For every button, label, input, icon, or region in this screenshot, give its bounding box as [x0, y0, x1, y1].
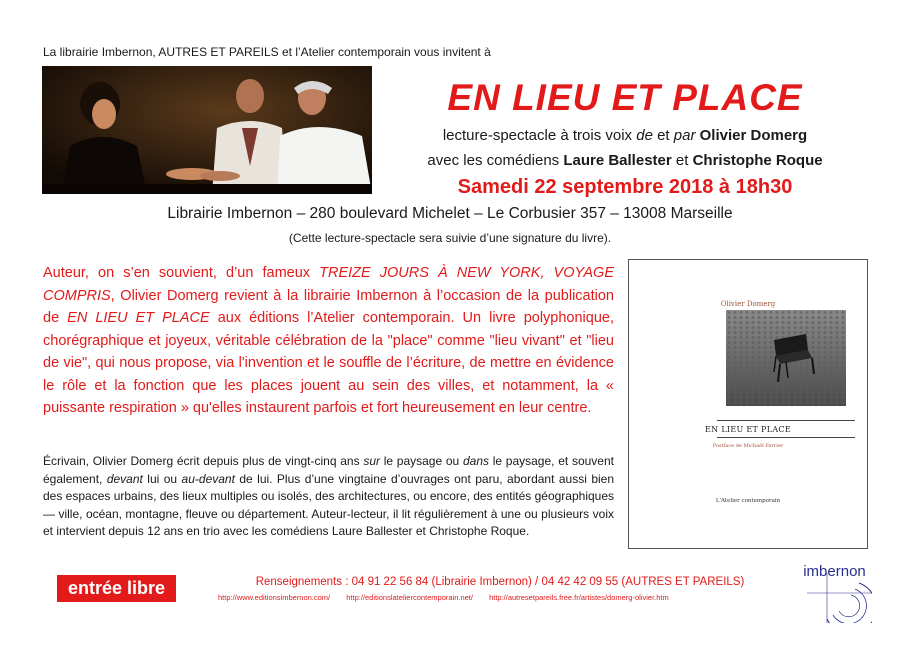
actor-name: Laure Ballester — [563, 152, 672, 169]
subtitle-line-2: avec les comédiens Laure Ballester et Christophe Roque — [427, 152, 823, 169]
book-cover — [628, 259, 868, 549]
contact-info: Renseignements : 04 91 22 56 84 (Librairie Imbernon) / 04 42 42 09 55 (AUTRES ET PAREILS) — [255, 576, 745, 588]
intro-paragraph: Auteur, on s’en souvient, d’un fameux TREIZE JOURS À NEW YORK, VOYAGE COMPRIS, Olivier Domerg revient à la librairie Imbernon à l’occasion de la publication de EN LIEU ET PLACE aux éditions l’Atelier contemporain. Un livre polyphonique, chorégraphique et joyeux, véritable célébration de la "place" comme "lieu vivant" et "lieu de vie", qui nous propose, via l'invention et le souffle de l’écriture, de mettre en évidence le rôle et la fonction que les places jouent au sein des villes, et notamment, la « puissante respiration » qu'elles instaurent parfois et fort heureusement en leur centre. — [43, 265, 614, 416]
book-preface: Postface de Michaël Ferrier — [712, 443, 784, 449]
author-bio-paragraph: Écrivain, Olivier Domerg écrit depuis plus de vingt-cinq ans sur le paysage ou dans le paysage, et souvent également, devant lui ou au-devant de lui. Plus d’une vingtaine d’ouvrages ont paru, abordant aussi bien des espaces urbains, des lieux multiples ou isolés, des architectures, ou encore, des entités géographiques — ville, océan, montagne, fleuve ou département. Auteur-lecteur, il lit régulièrement à une ou plusieurs voix et intervient depuis 12 ans en trio avec les comédiens Laure Ballester et Christophe Roque. — [43, 454, 615, 538]
subtitle-line-1: lecture-spectacle à trois voix de et par Olivier Domerg — [442, 127, 808, 144]
invitation-line: La librairie Imbernon, AUTRES ET PAREILS et l’Atelier contemporain vous invitent à — [43, 45, 491, 59]
book-author: Olivier Domerg — [720, 300, 776, 308]
book-publisher: L'Atelier contemporain — [715, 498, 781, 504]
link-imbernon[interactable]: http://www.editionsimbernon.com/ — [218, 593, 331, 602]
event-date: Samedi 22 septembre 2018 à 18h30 — [457, 176, 793, 198]
event-title: EN LIEU ET PLACE — [447, 77, 803, 118]
performance-photo — [42, 66, 372, 194]
book-title: EN LIEU ET PLACE — [705, 425, 791, 434]
actor-name: Christophe Roque — [692, 152, 823, 169]
logo-wordmark: imbernon — [803, 563, 866, 580]
book-rule — [717, 420, 855, 421]
link-autresetpareils[interactable]: http://autresetpareils.free.fr/artistes/domerg-olivier.htm — [489, 593, 669, 602]
free-entry-badge: entrée libre — [57, 575, 176, 602]
imbernon-logo — [797, 553, 872, 623]
event-address: Librairie Imbernon – 280 boulevard Michelet – Le Corbusier 357 – 13008 Marseille — [167, 205, 733, 222]
link-atelier[interactable]: http://editionslateliercontemporain.net/ — [346, 593, 473, 602]
book-rule — [717, 437, 855, 438]
links-line — [218, 593, 683, 602]
author-name: Olivier Domerg — [699, 127, 808, 144]
signature-note: (Cette lecture-spectacle sera suivie d’une signature du livre). — [288, 231, 612, 245]
book-cover-photo — [726, 310, 846, 406]
